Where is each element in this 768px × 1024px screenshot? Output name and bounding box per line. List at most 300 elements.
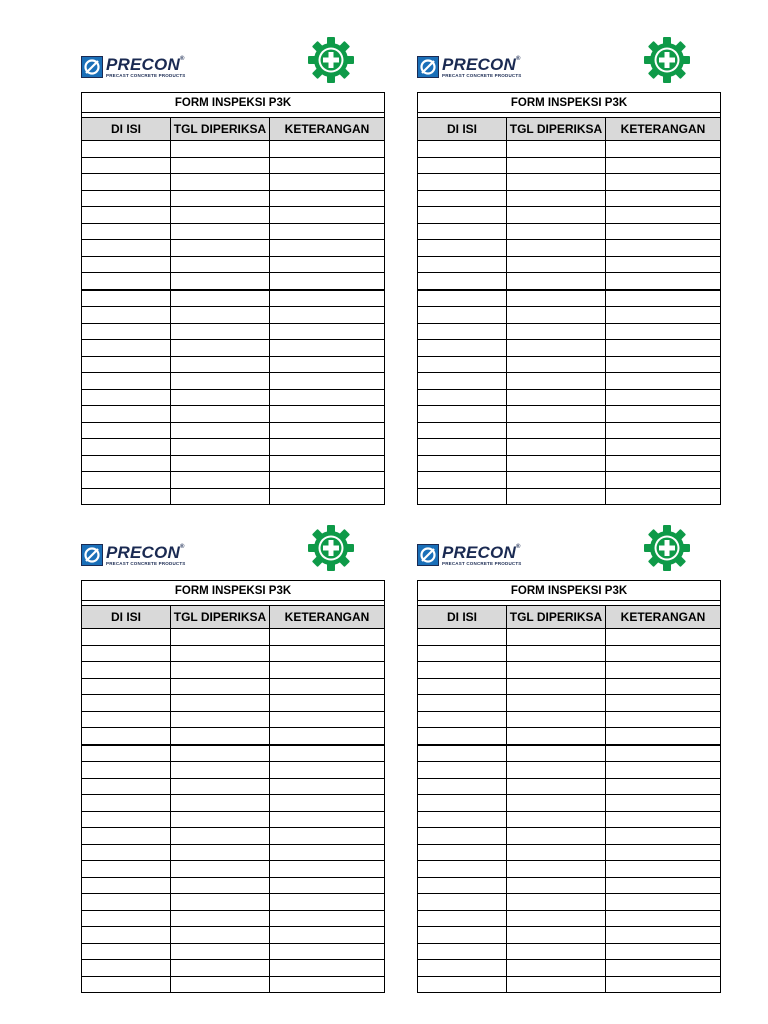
- brand-name: PRECON®: [442, 543, 521, 562]
- cell-di-isi: [418, 488, 507, 505]
- cell-tgl-diperiksa: [171, 877, 270, 894]
- cell-di-isi: [82, 629, 171, 646]
- cell-tgl-diperiksa: [507, 811, 606, 828]
- cell-di-isi: [418, 472, 507, 489]
- table-row: [82, 695, 385, 712]
- cell-di-isi: [82, 273, 171, 290]
- brand-tagline: PRECAST CONCRETE PRODUCTS: [106, 561, 186, 566]
- table-row: [82, 389, 385, 406]
- table-row: [82, 373, 385, 390]
- brand-tagline: PRECAST CONCRETE PRODUCTS: [106, 73, 186, 78]
- cell-di-isi: [82, 695, 171, 712]
- cell-tgl-diperiksa: [171, 927, 270, 944]
- cell-tgl-diperiksa: [171, 910, 270, 927]
- cell-keterangan: [606, 488, 721, 505]
- cell-di-isi: [82, 678, 171, 695]
- cell-tgl-diperiksa: [171, 678, 270, 695]
- cell-keterangan: [606, 422, 721, 439]
- table-row: [82, 728, 385, 745]
- cell-keterangan: [606, 207, 721, 224]
- cell-keterangan: [606, 190, 721, 207]
- cell-keterangan: [270, 662, 385, 679]
- table-row: [82, 828, 385, 845]
- table-row: [82, 762, 385, 779]
- cell-di-isi: [418, 745, 507, 762]
- cell-keterangan: [606, 778, 721, 795]
- inspection-form-card: [81, 36, 385, 505]
- cell-di-isi: [82, 373, 171, 390]
- cell-keterangan: [606, 645, 721, 662]
- cell-di-isi: [418, 406, 507, 423]
- cell-di-isi: [418, 678, 507, 695]
- cell-tgl-diperiksa: [507, 745, 606, 762]
- table-row: [418, 678, 721, 695]
- precon-logo-icon: [417, 544, 439, 566]
- cell-tgl-diperiksa: [507, 645, 606, 662]
- cell-keterangan: [606, 157, 721, 174]
- cell-di-isi: [82, 207, 171, 224]
- cell-di-isi: [418, 762, 507, 779]
- cell-keterangan: [270, 678, 385, 695]
- cell-di-isi: [82, 828, 171, 845]
- table-row: [418, 910, 721, 927]
- cell-di-isi: [82, 256, 171, 273]
- cell-keterangan: [270, 307, 385, 324]
- table-row: [418, 795, 721, 812]
- brand-name: PRECON®: [106, 543, 185, 562]
- cell-di-isi: [82, 762, 171, 779]
- table-row: [418, 711, 721, 728]
- cell-tgl-diperiksa: [171, 356, 270, 373]
- cell-tgl-diperiksa: [171, 844, 270, 861]
- cell-keterangan: [270, 439, 385, 456]
- column-header-keterangan: KETERANGAN: [270, 606, 385, 629]
- table-row: [418, 439, 721, 456]
- cell-tgl-diperiksa: [507, 927, 606, 944]
- column-header-keterangan: KETERANGAN: [270, 118, 385, 141]
- cell-keterangan: [270, 811, 385, 828]
- table-row: [82, 976, 385, 993]
- cell-di-isi: [418, 943, 507, 960]
- cell-keterangan: [270, 174, 385, 191]
- precon-logo-icon: [417, 56, 439, 78]
- cell-keterangan: [270, 472, 385, 489]
- table-row: [418, 323, 721, 340]
- cell-di-isi: [418, 877, 507, 894]
- first-aid-gear-icon: [307, 36, 355, 84]
- cell-tgl-diperiksa: [171, 745, 270, 762]
- cell-tgl-diperiksa: [171, 795, 270, 812]
- cell-tgl-diperiksa: [507, 778, 606, 795]
- form-title: FORM INSPEKSI P3K: [82, 93, 385, 113]
- cell-tgl-diperiksa: [507, 662, 606, 679]
- cell-di-isi: [82, 406, 171, 423]
- cell-tgl-diperiksa: [171, 422, 270, 439]
- cell-tgl-diperiksa: [507, 472, 606, 489]
- cell-tgl-diperiksa: [507, 795, 606, 812]
- cell-di-isi: [82, 307, 171, 324]
- form-title: FORM INSPEKSI P3K: [82, 581, 385, 601]
- cell-di-isi: [418, 223, 507, 240]
- cell-keterangan: [606, 877, 721, 894]
- cell-tgl-diperiksa: [507, 943, 606, 960]
- table-row: [82, 662, 385, 679]
- cell-di-isi: [82, 844, 171, 861]
- cell-di-isi: [82, 290, 171, 307]
- cell-tgl-diperiksa: [171, 389, 270, 406]
- cell-di-isi: [418, 389, 507, 406]
- cell-tgl-diperiksa: [507, 695, 606, 712]
- cell-keterangan: [606, 894, 721, 911]
- cell-keterangan: [606, 861, 721, 878]
- cell-di-isi: [82, 645, 171, 662]
- cell-tgl-diperiksa: [171, 240, 270, 257]
- cell-di-isi: [418, 373, 507, 390]
- column-header-tgl-diperiksa: TGL DIPERIKSA: [171, 118, 270, 141]
- cell-keterangan: [606, 273, 721, 290]
- cell-di-isi: [82, 323, 171, 340]
- table-row: [82, 795, 385, 812]
- cell-keterangan: [270, 778, 385, 795]
- cell-tgl-diperiksa: [507, 207, 606, 224]
- cell-keterangan: [270, 828, 385, 845]
- cell-tgl-diperiksa: [507, 273, 606, 290]
- table-row: [418, 488, 721, 505]
- cell-keterangan: [606, 678, 721, 695]
- table-row: [82, 472, 385, 489]
- cell-keterangan: [270, 745, 385, 762]
- table-row: [418, 762, 721, 779]
- cell-keterangan: [606, 472, 721, 489]
- cell-tgl-diperiksa: [171, 762, 270, 779]
- table-row: [418, 828, 721, 845]
- cell-tgl-diperiksa: [171, 157, 270, 174]
- cell-keterangan: [606, 745, 721, 762]
- table-row: [418, 778, 721, 795]
- precon-logo-icon: [81, 56, 103, 78]
- table-row: [82, 273, 385, 290]
- table-row: [82, 877, 385, 894]
- cell-di-isi: [82, 778, 171, 795]
- column-header-di-isi: DI ISI: [82, 606, 171, 629]
- table-row: [418, 290, 721, 307]
- cell-keterangan: [270, 356, 385, 373]
- table-row: [418, 472, 721, 489]
- cell-keterangan: [270, 373, 385, 390]
- table-row: [82, 488, 385, 505]
- cell-keterangan: [270, 223, 385, 240]
- cell-keterangan: [270, 190, 385, 207]
- cell-di-isi: [418, 811, 507, 828]
- table-row: [418, 811, 721, 828]
- table-row: [418, 861, 721, 878]
- cell-di-isi: [82, 141, 171, 158]
- cell-di-isi: [82, 894, 171, 911]
- cell-tgl-diperiksa: [171, 960, 270, 977]
- cell-di-isi: [82, 488, 171, 505]
- card-header: [81, 36, 385, 92]
- table-row: [82, 645, 385, 662]
- cell-di-isi: [418, 629, 507, 646]
- table-row: [82, 811, 385, 828]
- cell-keterangan: [606, 844, 721, 861]
- table-row: [82, 844, 385, 861]
- cell-tgl-diperiksa: [507, 307, 606, 324]
- cell-tgl-diperiksa: [171, 645, 270, 662]
- cell-di-isi: [418, 307, 507, 324]
- cell-keterangan: [270, 695, 385, 712]
- cell-keterangan: [606, 910, 721, 927]
- table-row: [418, 695, 721, 712]
- table-row: [418, 356, 721, 373]
- cell-di-isi: [418, 778, 507, 795]
- cell-keterangan: [606, 943, 721, 960]
- cell-keterangan: [270, 488, 385, 505]
- table-row: [82, 439, 385, 456]
- table-row: [82, 778, 385, 795]
- cell-keterangan: [606, 323, 721, 340]
- table-row: [82, 894, 385, 911]
- table-row: [418, 256, 721, 273]
- cell-tgl-diperiksa: [507, 877, 606, 894]
- cell-keterangan: [270, 629, 385, 646]
- cell-di-isi: [418, 190, 507, 207]
- inspection-table: [417, 92, 721, 505]
- cell-di-isi: [82, 340, 171, 357]
- table-row: [82, 455, 385, 472]
- cell-keterangan: [270, 455, 385, 472]
- cell-keterangan: [606, 307, 721, 324]
- cell-keterangan: [270, 877, 385, 894]
- table-row: [82, 141, 385, 158]
- cell-tgl-diperiksa: [171, 373, 270, 390]
- cell-di-isi: [418, 356, 507, 373]
- cell-di-isi: [82, 356, 171, 373]
- cell-keterangan: [270, 323, 385, 340]
- cell-keterangan: [606, 455, 721, 472]
- cell-tgl-diperiksa: [507, 728, 606, 745]
- cell-di-isi: [418, 662, 507, 679]
- brand-tagline: PRECAST CONCRETE PRODUCTS: [442, 561, 522, 566]
- cell-di-isi: [82, 877, 171, 894]
- cell-di-isi: [418, 207, 507, 224]
- first-aid-gear-icon: [643, 524, 691, 572]
- cell-keterangan: [270, 910, 385, 927]
- column-header-tgl-diperiksa: TGL DIPERIKSA: [171, 606, 270, 629]
- cell-tgl-diperiksa: [507, 629, 606, 646]
- cell-tgl-diperiksa: [171, 207, 270, 224]
- cell-di-isi: [418, 240, 507, 257]
- table-row: [418, 141, 721, 158]
- cell-di-isi: [418, 976, 507, 993]
- cell-tgl-diperiksa: [171, 778, 270, 795]
- table-row: [82, 240, 385, 257]
- cell-tgl-diperiksa: [507, 976, 606, 993]
- inspection-table: [81, 92, 385, 505]
- cell-tgl-diperiksa: [507, 762, 606, 779]
- cell-tgl-diperiksa: [171, 662, 270, 679]
- cell-keterangan: [606, 223, 721, 240]
- cell-tgl-diperiksa: [171, 811, 270, 828]
- precon-logo: [417, 544, 522, 567]
- cell-keterangan: [606, 406, 721, 423]
- table-row: [82, 290, 385, 307]
- table-row: [82, 927, 385, 944]
- cell-di-isi: [418, 141, 507, 158]
- cell-keterangan: [606, 141, 721, 158]
- cell-keterangan: [270, 728, 385, 745]
- cell-keterangan: [270, 340, 385, 357]
- table-row: [418, 927, 721, 944]
- cell-keterangan: [270, 141, 385, 158]
- cell-di-isi: [418, 422, 507, 439]
- cell-tgl-diperiksa: [507, 439, 606, 456]
- table-row: [82, 190, 385, 207]
- cell-tgl-diperiksa: [507, 190, 606, 207]
- cell-di-isi: [418, 323, 507, 340]
- cell-keterangan: [606, 389, 721, 406]
- table-row: [418, 307, 721, 324]
- cell-tgl-diperiksa: [507, 290, 606, 307]
- cell-di-isi: [82, 223, 171, 240]
- column-header-di-isi: DI ISI: [82, 118, 171, 141]
- cell-di-isi: [82, 728, 171, 745]
- cell-tgl-diperiksa: [507, 389, 606, 406]
- cell-di-isi: [418, 927, 507, 944]
- cell-di-isi: [418, 695, 507, 712]
- table-row: [418, 976, 721, 993]
- precon-logo-icon: [81, 544, 103, 566]
- cell-keterangan: [270, 861, 385, 878]
- table-row: [418, 174, 721, 191]
- cell-di-isi: [82, 190, 171, 207]
- cell-tgl-diperiksa: [507, 256, 606, 273]
- form-title: FORM INSPEKSI P3K: [418, 581, 721, 601]
- cell-di-isi: [82, 960, 171, 977]
- cell-tgl-diperiksa: [507, 678, 606, 695]
- table-row: [418, 240, 721, 257]
- cell-keterangan: [606, 728, 721, 745]
- card-header: [417, 524, 721, 580]
- cell-tgl-diperiksa: [171, 488, 270, 505]
- cell-keterangan: [606, 795, 721, 812]
- cell-tgl-diperiksa: [507, 174, 606, 191]
- cell-tgl-diperiksa: [171, 472, 270, 489]
- cell-tgl-diperiksa: [507, 422, 606, 439]
- table-row: [418, 629, 721, 646]
- table-row: [418, 943, 721, 960]
- cell-keterangan: [606, 662, 721, 679]
- card-header: [81, 524, 385, 580]
- cell-keterangan: [270, 645, 385, 662]
- inspection-form-card: [81, 524, 385, 993]
- cell-tgl-diperiksa: [171, 976, 270, 993]
- cell-tgl-diperiksa: [171, 174, 270, 191]
- table-row: [418, 894, 721, 911]
- cell-di-isi: [82, 795, 171, 812]
- cell-di-isi: [418, 174, 507, 191]
- table-row: [418, 207, 721, 224]
- column-header-di-isi: DI ISI: [418, 606, 507, 629]
- cell-tgl-diperiksa: [171, 290, 270, 307]
- table-row: [418, 389, 721, 406]
- cell-tgl-diperiksa: [171, 223, 270, 240]
- inspection-form-card: [417, 524, 721, 993]
- cell-keterangan: [606, 711, 721, 728]
- table-row: [82, 960, 385, 977]
- cell-tgl-diperiksa: [171, 439, 270, 456]
- table-row: [418, 406, 721, 423]
- cell-keterangan: [270, 389, 385, 406]
- cell-tgl-diperiksa: [507, 240, 606, 257]
- inspection-form-card: [417, 36, 721, 505]
- table-row: [418, 190, 721, 207]
- table-row: [82, 307, 385, 324]
- cell-tgl-diperiksa: [171, 273, 270, 290]
- table-row: [82, 711, 385, 728]
- precon-logo: [81, 56, 186, 79]
- cell-di-isi: [418, 455, 507, 472]
- cell-tgl-diperiksa: [171, 943, 270, 960]
- column-header-tgl-diperiksa: TGL DIPERIKSA: [507, 118, 606, 141]
- cell-tgl-diperiksa: [171, 256, 270, 273]
- cell-tgl-diperiksa: [507, 356, 606, 373]
- card-header: [417, 36, 721, 92]
- column-header-keterangan: KETERANGAN: [606, 606, 721, 629]
- cell-keterangan: [606, 373, 721, 390]
- inspection-table: [417, 580, 721, 993]
- cell-keterangan: [270, 976, 385, 993]
- cell-di-isi: [82, 455, 171, 472]
- cell-keterangan: [270, 844, 385, 861]
- table-row: [418, 662, 721, 679]
- table-row: [418, 877, 721, 894]
- cell-keterangan: [270, 240, 385, 257]
- cell-keterangan: [270, 711, 385, 728]
- column-header-di-isi: DI ISI: [418, 118, 507, 141]
- cell-tgl-diperiksa: [171, 455, 270, 472]
- cell-tgl-diperiksa: [171, 861, 270, 878]
- cell-keterangan: [606, 976, 721, 993]
- column-header-keterangan: KETERANGAN: [606, 118, 721, 141]
- cell-keterangan: [606, 811, 721, 828]
- cell-keterangan: [270, 927, 385, 944]
- column-header-tgl-diperiksa: TGL DIPERIKSA: [507, 606, 606, 629]
- cell-tgl-diperiksa: [171, 323, 270, 340]
- table-row: [82, 943, 385, 960]
- cell-keterangan: [270, 960, 385, 977]
- cell-di-isi: [82, 174, 171, 191]
- table-row: [418, 373, 721, 390]
- cell-di-isi: [82, 861, 171, 878]
- cell-di-isi: [418, 340, 507, 357]
- cell-di-isi: [82, 976, 171, 993]
- brand-name: PRECON®: [106, 55, 185, 74]
- table-row: [418, 340, 721, 357]
- cell-di-isi: [82, 422, 171, 439]
- cell-keterangan: [606, 240, 721, 257]
- table-row: [418, 223, 721, 240]
- cell-tgl-diperiksa: [507, 373, 606, 390]
- cell-di-isi: [418, 645, 507, 662]
- cell-di-isi: [418, 910, 507, 927]
- table-row: [418, 844, 721, 861]
- table-row: [82, 629, 385, 646]
- cell-tgl-diperiksa: [507, 828, 606, 845]
- cell-keterangan: [270, 406, 385, 423]
- table-row: [82, 323, 385, 340]
- first-aid-gear-icon: [643, 36, 691, 84]
